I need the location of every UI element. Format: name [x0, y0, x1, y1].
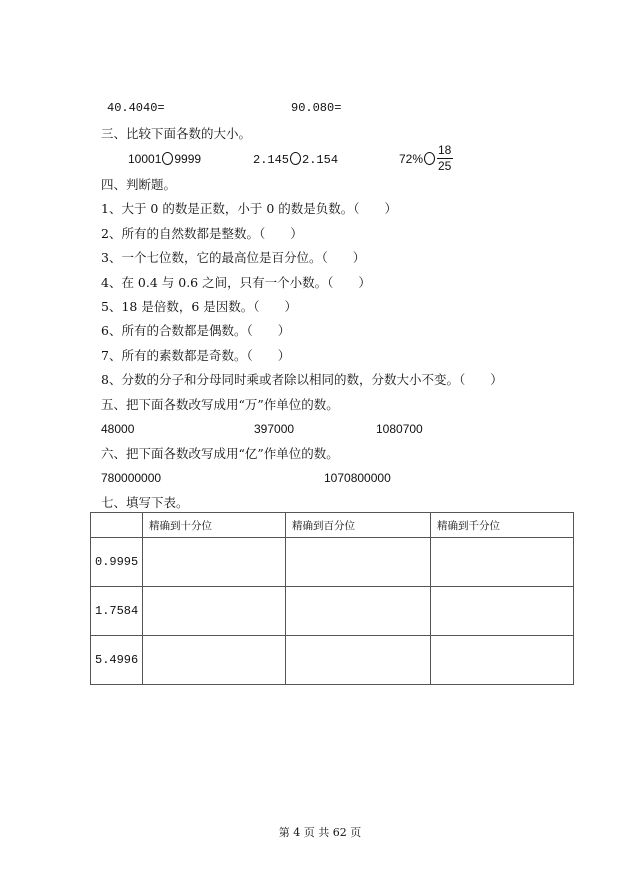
compare-2-a: 2.145 [253, 153, 290, 167]
answer-cell[interactable] [431, 587, 574, 636]
judge-item-3: 3、一个七位数，它的最高位是百分位。（ ） [101, 250, 366, 265]
yi-number-1: 780000000 [101, 471, 162, 485]
row-value: 5.4996 [91, 636, 143, 685]
compare-3 [399, 152, 436, 166]
wan-number-2: 397000 [254, 422, 295, 436]
header-hundredths: 精确到百分位 [286, 513, 431, 538]
wan-number-1: 48000 [101, 422, 135, 436]
compare-circle-3[interactable] [424, 152, 435, 165]
compare-2-b: 2.154 [302, 153, 339, 167]
answer-cell[interactable] [143, 538, 286, 587]
section4-title: 四、判断题。 [101, 177, 177, 192]
judge-item-8: 8、分数的分子和分母同时乘或者除以相同的数，分数大小不变。（ ） [101, 372, 503, 387]
compare-2 [253, 152, 338, 167]
table-row [91, 636, 574, 685]
section3-title: 三、比较下面各数的大小。 [101, 126, 252, 141]
compare-3-a: 72% [399, 152, 424, 166]
answer-cell[interactable] [431, 636, 574, 685]
judge-item-5: 5、18 是倍数，6 是因数。（ ） [101, 299, 298, 314]
table-row [91, 538, 574, 587]
header-blank [91, 513, 143, 538]
answer-cell[interactable] [143, 636, 286, 685]
row-value: 1.7584 [91, 587, 143, 636]
expression-40-4040: 40.4040= [107, 101, 165, 115]
compare-1-a: 10001 [128, 152, 162, 166]
answer-cell[interactable] [286, 538, 431, 587]
answer-cell[interactable] [143, 587, 286, 636]
compare-circle-1[interactable] [162, 152, 173, 165]
section6-title: 六、把下面各数改写成用“亿”作单位的数。 [101, 446, 339, 461]
rounding-table [90, 512, 574, 685]
fraction-numerator: 18 [438, 144, 452, 157]
answer-cell[interactable] [286, 587, 431, 636]
answer-cell[interactable] [431, 538, 574, 587]
row-value: 0.9995 [91, 538, 143, 587]
header-tenths: 精确到十分位 [143, 513, 286, 538]
compare-1-b: 9999 [174, 152, 202, 166]
table-header-row [91, 513, 574, 538]
section7-title: 七、填写下表。 [101, 495, 189, 510]
yi-number-2: 1070800000 [324, 471, 391, 485]
fraction-18-25 [437, 144, 455, 172]
compare-circle-2[interactable] [290, 152, 301, 165]
expression-90-080: 90.080= [291, 101, 342, 115]
judge-item-7: 7、所有的素数都是奇数。（ ） [101, 348, 291, 363]
header-thousandths: 精确到千分位 [431, 513, 574, 538]
fraction-denominator: 25 [438, 159, 452, 172]
answer-cell[interactable] [286, 636, 431, 685]
wan-number-3: 1080700 [376, 422, 423, 436]
table-row [91, 587, 574, 636]
judge-item-1: 1、大于 0 的数是正数，小于 0 的数是负数。（ ） [101, 201, 398, 216]
judge-item-2: 2、所有的自然数都是整数。（ ） [101, 226, 303, 241]
judge-item-4: 4、在 0.4 与 0.6 之间，只有一个小数。（ ） [101, 275, 371, 290]
section5-title: 五、把下面各数改写成用“万”作单位的数。 [101, 397, 339, 412]
compare-1 [128, 152, 201, 166]
judge-item-6: 6、所有的合数都是偶数。（ ） [101, 323, 291, 338]
page-footer: 第 4 页 共 62 页 [278, 826, 362, 839]
